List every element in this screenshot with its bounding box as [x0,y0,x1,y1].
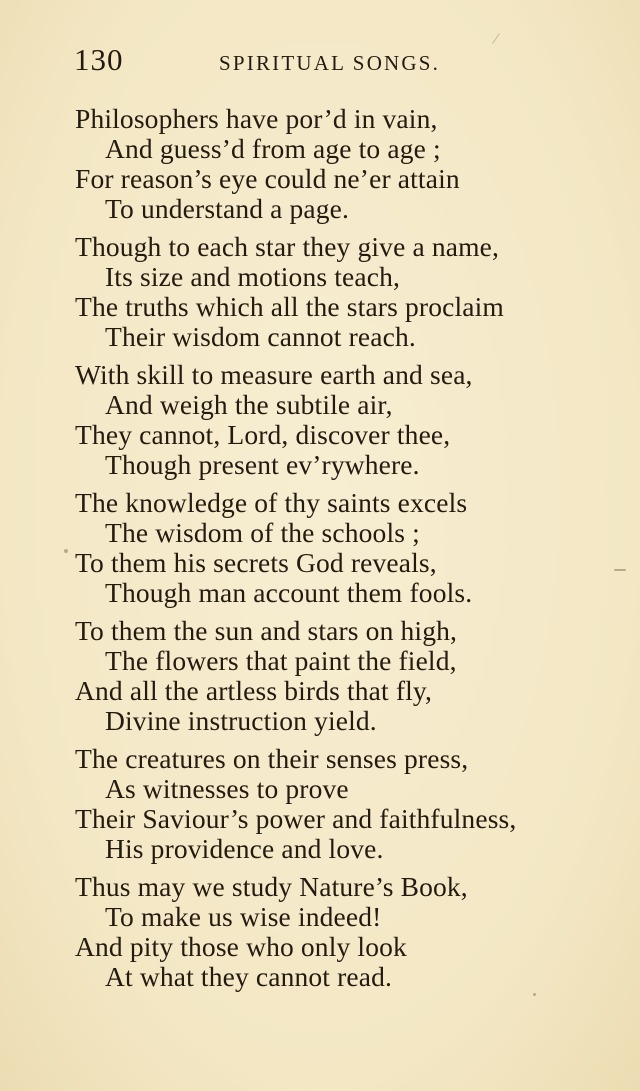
verse-line: Philosophers have por’d in vain, [75,103,438,134]
verse-line: And guess’d from age to age ; [105,133,441,164]
stanza-5 [75,616,620,736]
verse-line: As witnesses to prove [105,773,349,804]
verse-line: Their wisdom cannot reach. [105,321,416,352]
hymn-text [75,104,620,1000]
verse-line: And all the artless birds that fly, [75,675,433,706]
stanza-3 [75,360,620,480]
paper-speck [64,549,68,553]
verse-line: They cannot, Lord, discover thee, [75,419,451,450]
verse-line: Its size and motions teach, [105,261,401,292]
page-header [74,42,594,82]
verse-line: The knowledge of thy saints excels [75,487,468,518]
stanza-7 [75,872,620,992]
verse-line: Though man account them fools. [105,577,473,608]
page-number: 130 [74,42,124,77]
verse-line: Though to each star they give a name, [75,231,500,262]
verse-line: Thus may we study Nature’s Book, [75,871,468,902]
verse-line: The truths which all the stars proclaim [75,291,504,322]
verse-line: With skill to measure earth and sea, [75,359,473,390]
verse-line: Divine instruction yield. [105,705,377,736]
verse-line: The wisdom of the schools ; [105,517,420,548]
verse-line: The creatures on their senses press, [75,743,469,774]
stanza-1 [75,104,620,224]
verse-line: At what they cannot read. [105,961,393,992]
verse-line: To make us wise indeed! [105,901,382,932]
verse-line: Their Saviour’s power and faithfulness, [75,803,517,834]
stanza-6 [75,744,620,864]
verse-line: His providence and love. [105,833,384,864]
verse-line: The flowers that paint the field, [105,645,457,676]
running-title: SPIRITUAL SONGS. [219,51,441,75]
stanza-2 [75,232,620,352]
verse-line: For reason’s eye could ne’er attain [75,163,460,194]
stanza-4 [75,488,620,608]
verse-line: To them his secrets God reveals, [75,547,437,578]
verse-line: To understand a page. [105,193,350,224]
verse-line: To them the sun and stars on high, [75,615,458,646]
verse-line: And weigh the subtile air, [105,389,393,420]
verse-line: And pity those who only look [75,931,407,962]
verse-line: Though present ev’rywhere. [105,449,420,480]
